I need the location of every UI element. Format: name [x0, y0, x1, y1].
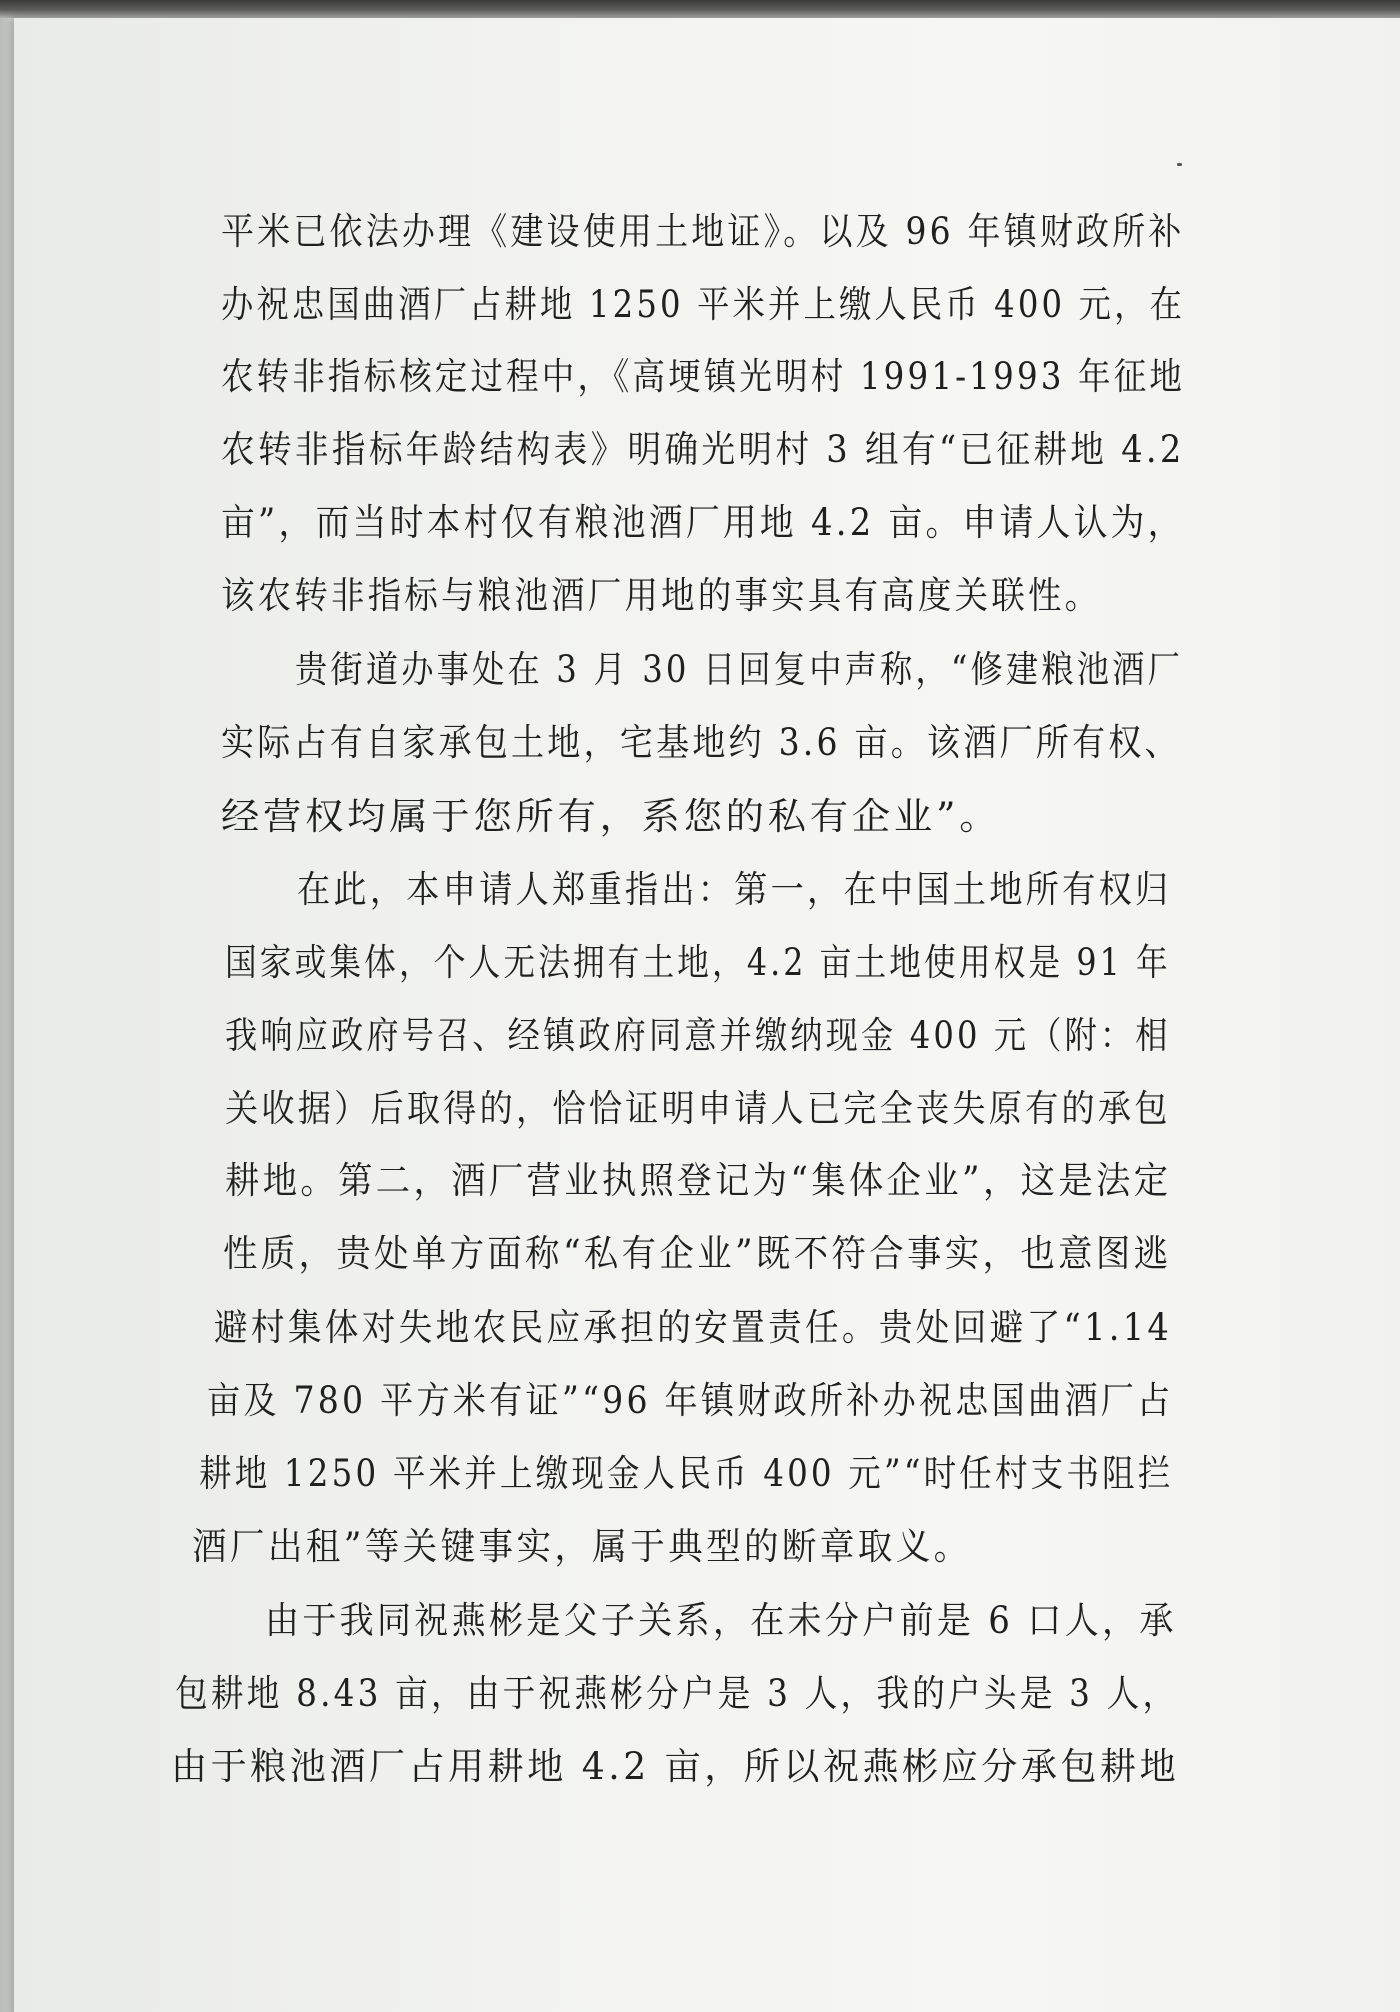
text-line: 经营权均属于您所有，系您的私有企业”。	[221, 795, 1002, 838]
text-line: 耕地 1250 平米并上缴现金人民币 400 元”“时任村支书阻拦	[199, 1452, 1174, 1495]
text-line: 平米已依法办理《建设使用土地证》。以及 96 年镇财政所补	[221, 210, 1185, 253]
text-line: 我响应政府号召、经镇政府同意并缴纳现金 400 元（附：相	[225, 1014, 1171, 1057]
text-line: 实际占有自家承包土地，宅基地约 3.6 亩。该酒厂所有权、	[221, 721, 1181, 764]
text-line: 该农转非指标与粮池酒厂用地的事实具有高度关联性。	[221, 574, 1102, 617]
text-line: 由于粮池酒厂占用耕地 4.2 亩，所以祝燕彬应分承包耕地	[171, 1745, 1180, 1788]
text-line: 贵街道办事处在 3 月 30 日回复中声称，“修建粮池酒厂	[295, 648, 1183, 691]
text-line: 农转非指标核定过程中，《高埂镇光明村 1991-1993 年征地	[221, 355, 1186, 398]
text-line: 在此，本申请人郑重指出：第一，在中国土地所有权归	[297, 868, 1172, 911]
text-line: 酒厂出租”等关键事实，属于典型的断章取义。	[192, 1525, 972, 1568]
text-line: 亩及 780 平方米有证”“96 年镇财政所补办祝忠国曲酒厂占	[207, 1379, 1174, 1422]
text-line: 国家或集体，个人无法拥有土地，4.2 亩土地使用权是 91 年	[225, 941, 1171, 984]
text-line: 避村集体对失地农民应承担的安置责任。贵处回避了“1.14	[214, 1306, 1173, 1349]
text-line: 农转非指标年龄结构表》明确光明村 3 组有“已征耕地 4.2	[221, 428, 1185, 471]
text-line: 办祝忠国曲酒厂占耕地 1250 平米并上缴人民币 400 元，在	[221, 283, 1186, 326]
text-line: 由于我同祝燕彬是父子关系，在未分户前是 6 口人，承	[265, 1599, 1177, 1642]
text-line: 耕地。第二，酒厂营业执照登记为“集体企业”，这是法定	[225, 1159, 1172, 1202]
text-line: 性质，贵处单方面称“私有企业”既不符合事实，也意图逃	[223, 1232, 1172, 1275]
text-line: 包耕地 8.43 亩，由于祝燕彬分户是 3 人，我的户头是 3 人，	[175, 1672, 1179, 1715]
text-line: 关收据）后取得的，恰恰证明申请人已完全丧失原有的承包	[225, 1087, 1171, 1130]
text-line: 亩”，而当时本村仅有粮池酒厂用地 4.2 亩。申请人认为，	[221, 501, 1185, 544]
